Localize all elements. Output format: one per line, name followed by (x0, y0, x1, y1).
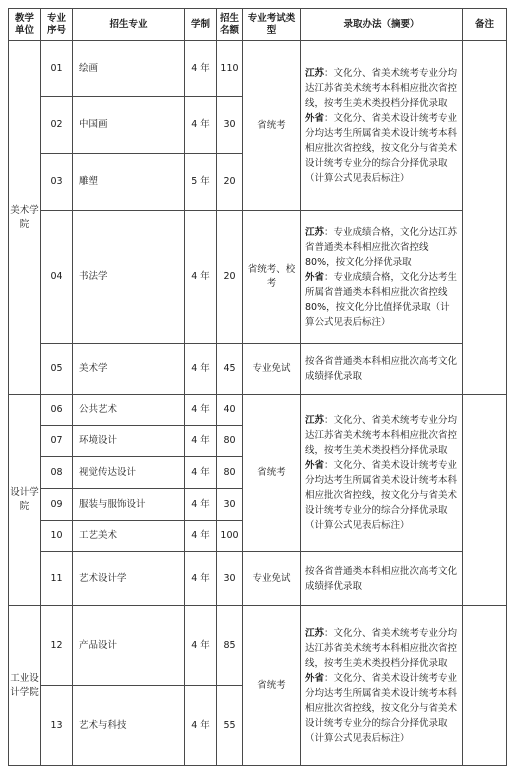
header-exam-type: 专业考试类型 (243, 9, 301, 41)
table-row (9, 552, 507, 606)
years-cell: 4 年 (185, 395, 217, 426)
jiangsu-text: ：文化分、省美术统考专业分均达江苏省美术统考本科相应批次省控线，按考生美术类投档分择优录取 (305, 67, 458, 109)
years-cell: 4 年 (185, 489, 217, 521)
code-cell: 06 (41, 395, 73, 426)
header-method: 录取办法（摘要） (301, 9, 463, 41)
unit-cell: 设计学院 (9, 395, 41, 606)
remark-cell (463, 41, 507, 395)
header-code: 专业序号 (41, 9, 73, 41)
jiangsu-text: ：专业成绩合格，文化分达江苏省普通类本科相应批次省控线 80%，按文化分择优录取 (305, 226, 458, 268)
header-years: 学制 (185, 9, 217, 41)
exam-type-cell: 专业免试 (243, 344, 301, 395)
other-province-label: 外省 (305, 271, 325, 283)
quota-cell: 30 (217, 489, 243, 521)
method-cell (301, 41, 463, 211)
major-cell: 环境设计 (73, 426, 185, 457)
other-province-text: ：文化分、省美术设计统考专业分均达考生所属省美术设计统考本科相应批次省控线，按文化分与省美术设计统考专业分的综合分择优录取（计算公式见表后标注） (305, 112, 458, 184)
remark-cell (463, 606, 507, 766)
code-cell: 10 (41, 521, 73, 552)
major-cell: 绘画 (73, 41, 185, 97)
years-cell: 4 年 (185, 97, 217, 154)
method-cell: 按各省普通类本科相应批次高考文化成绩择优录取 (301, 552, 463, 606)
jiangsu-label: 江苏 (305, 226, 325, 238)
other-province-text: ：文化分、省美术设计统考专业分均达考生所属省美术设计统考本科相应批次省控线，按文化分与省美术设计统考专业分的综合分择优录取（计算公式见表后标注） (305, 672, 458, 744)
quota-cell: 45 (217, 344, 243, 395)
header-quota: 招生名额 (217, 9, 243, 41)
jiangsu-text: ：文化分、省美术统考专业分均达江苏省美术统考本科相应批次省控线，按考生美术类投档分择优录取 (305, 415, 458, 456)
method-cell (301, 606, 463, 766)
major-cell: 工艺美术 (73, 521, 185, 552)
jiangsu-label: 江苏 (305, 627, 325, 639)
quota-cell: 20 (217, 154, 243, 211)
quota-cell: 80 (217, 457, 243, 489)
quota-cell: 80 (217, 426, 243, 457)
code-cell: 01 (41, 41, 73, 97)
major-cell: 雕塑 (73, 154, 185, 211)
jiangsu-label: 江苏 (305, 67, 325, 79)
major-cell: 艺术设计学 (73, 552, 185, 606)
years-cell: 4 年 (185, 426, 217, 457)
quota-cell: 100 (217, 521, 243, 552)
remark-cell (463, 395, 507, 606)
major-cell: 中国画 (73, 97, 185, 154)
exam-type-cell: 省统考 (243, 395, 301, 552)
exam-type-cell: 省统考、校考 (243, 211, 301, 344)
table-row (9, 41, 507, 97)
header-major: 招生专业 (73, 9, 185, 41)
years-cell: 4 年 (185, 606, 217, 686)
header-unit: 教学单位 (9, 9, 41, 41)
years-cell: 4 年 (185, 344, 217, 395)
header-remark: 备注 (463, 9, 507, 41)
major-cell: 视觉传达设计 (73, 457, 185, 489)
years-cell: 4 年 (185, 211, 217, 344)
code-cell: 07 (41, 426, 73, 457)
unit-cell: 美术学院 (9, 41, 41, 395)
quota-cell: 30 (217, 552, 243, 606)
years-cell: 4 年 (185, 552, 217, 606)
code-cell: 02 (41, 97, 73, 154)
table-row (9, 211, 507, 344)
other-province-label: 外省 (305, 672, 325, 684)
years-cell: 4 年 (185, 41, 217, 97)
major-cell: 书法学 (73, 211, 185, 344)
quota-cell: 40 (217, 395, 243, 426)
admissions-table-wrapper (8, 8, 507, 766)
code-cell: 09 (41, 489, 73, 521)
code-cell: 12 (41, 606, 73, 686)
admissions-table (8, 8, 507, 766)
major-cell: 公共艺术 (73, 395, 185, 426)
code-cell: 08 (41, 457, 73, 489)
unit-cell: 工业设计学院 (9, 606, 41, 766)
table-header-row (9, 9, 507, 41)
quota-cell: 85 (217, 606, 243, 686)
quota-cell: 20 (217, 211, 243, 344)
quota-cell: 55 (217, 686, 243, 766)
years-cell: 4 年 (185, 521, 217, 552)
code-cell: 13 (41, 686, 73, 766)
jiangsu-label: 江苏 (305, 415, 325, 426)
major-cell: 艺术与科技 (73, 686, 185, 766)
code-cell: 04 (41, 211, 73, 344)
method-cell: 按各省普通类本科相应批次高考文化成绩择优录取 (301, 344, 463, 395)
major-cell: 产品设计 (73, 606, 185, 686)
code-cell: 03 (41, 154, 73, 211)
exam-type-cell: 专业免试 (243, 552, 301, 606)
jiangsu-text: ：文化分、省美术统考专业分均达江苏省美术统考本科相应批次省控线，按考生美术类投档分择优录取 (305, 627, 458, 669)
exam-type-cell: 省统考 (243, 606, 301, 766)
code-cell: 05 (41, 344, 73, 395)
years-cell: 4 年 (185, 686, 217, 766)
other-province-text: ：专业成绩合格，文化分达考生所属省普通类本科相应批次省控线 80%，按文化分比值择优录取（计算公式见表后标注） (305, 271, 458, 328)
major-cell: 美术学 (73, 344, 185, 395)
method-cell (301, 211, 463, 344)
exam-type-cell: 省统考 (243, 41, 301, 211)
table-row (9, 344, 507, 395)
other-province-label: 外省 (305, 112, 325, 124)
method-cell (301, 395, 463, 552)
table-row (9, 395, 507, 426)
other-province-text: ：文化分、省美术设计统考专业分均达考生所属省美术设计统考本科相应批次省控线，按文化分与省美术设计统考专业分的综合分择优录取（计算公式见表后标注） (305, 460, 458, 531)
years-cell: 4 年 (185, 457, 217, 489)
years-cell: 5 年 (185, 154, 217, 211)
major-cell: 服装与服饰设计 (73, 489, 185, 521)
quota-cell: 110 (217, 41, 243, 97)
other-province-label: 外省 (305, 460, 325, 471)
code-cell: 11 (41, 552, 73, 606)
quota-cell: 30 (217, 97, 243, 154)
table-row (9, 606, 507, 686)
